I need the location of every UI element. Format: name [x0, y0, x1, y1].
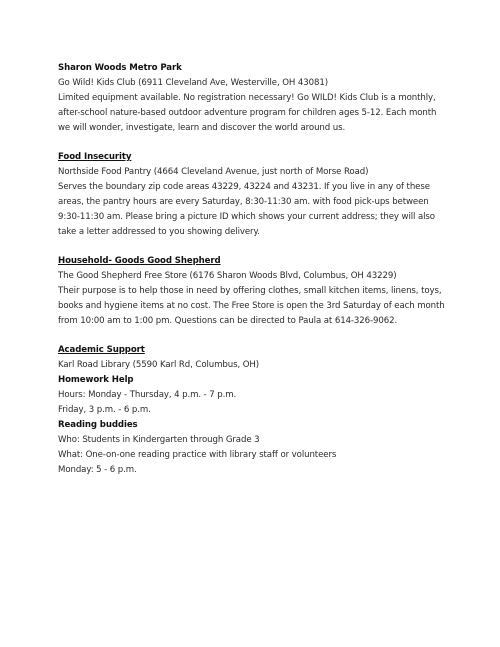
section-body: Their purpose is to help those in need by offering clothes, small kitchen items, linens, toys, books and hygiene items at no cost. The Free Store is open the 3rd Saturday of each month from 10:00 am to 1:00 pm. Questions can be directed to Paula at 614-326-9062. [58, 286, 445, 326]
reading-buddies-title: Reading buddies [58, 420, 138, 430]
section-body: Limited equipment available. No registration necessary! Go WILD! Kids Club is a monthly, after-school nature-based outdoor adventure program for children ages 5-12. Each month we will wonder, investigate, learn and discover the world around us. [58, 93, 437, 133]
homework-help-title: Homework Help [58, 375, 134, 385]
reading-when: Monday: 5 - 6 p.m. [58, 465, 137, 475]
section-address: Go Wild! Kids Club (6911 Cleveland Ave, Westerville, OH 43081) [58, 78, 328, 88]
document-page [58, 61, 448, 478]
section-address: Northside Food Pantry (4664 Cleveland Avenue, just north of Morse Road) [58, 167, 369, 177]
section-heading: Academic Support [58, 345, 145, 355]
reading-who: Who: Students in Kindergarten through Grade 3 [58, 435, 260, 445]
homework-hours: Hours: Monday - Thursday, 4 p.m. - 7 p.m. [58, 390, 237, 400]
section-heading: Food Insecurity [58, 152, 132, 162]
section-food-insecurity [58, 150, 448, 240]
section-body: Serves the boundary zip code areas 43229, 43224 and 43231. If you live in any of these areas, the pantry hours are every Saturday, 8:30-11:30 am. with food pick-ups between 9:30-11:30 am. Please bring a picture ID which shows your current address; they will also take a letter addressed to you showing delivery. [58, 182, 435, 237]
section-address: Karl Road Library (5590 Karl Rd, Columbus, OH) [58, 360, 260, 370]
section-sharon-woods [58, 61, 448, 136]
section-heading: Sharon Woods Metro Park [58, 63, 182, 73]
section-academic-support [58, 343, 448, 478]
section-household-goods [58, 254, 448, 329]
homework-friday: Friday, 3 p.m. - 6 p.m. [58, 405, 151, 415]
section-address: The Good Shepherd Free Store (6176 Sharon Woods Blvd, Columbus, OH 43229) [58, 271, 397, 281]
section-heading: Household- Goods Good Shepherd [58, 256, 221, 266]
reading-what: What: One-on-one reading practice with library staff or volunteers [58, 450, 337, 460]
